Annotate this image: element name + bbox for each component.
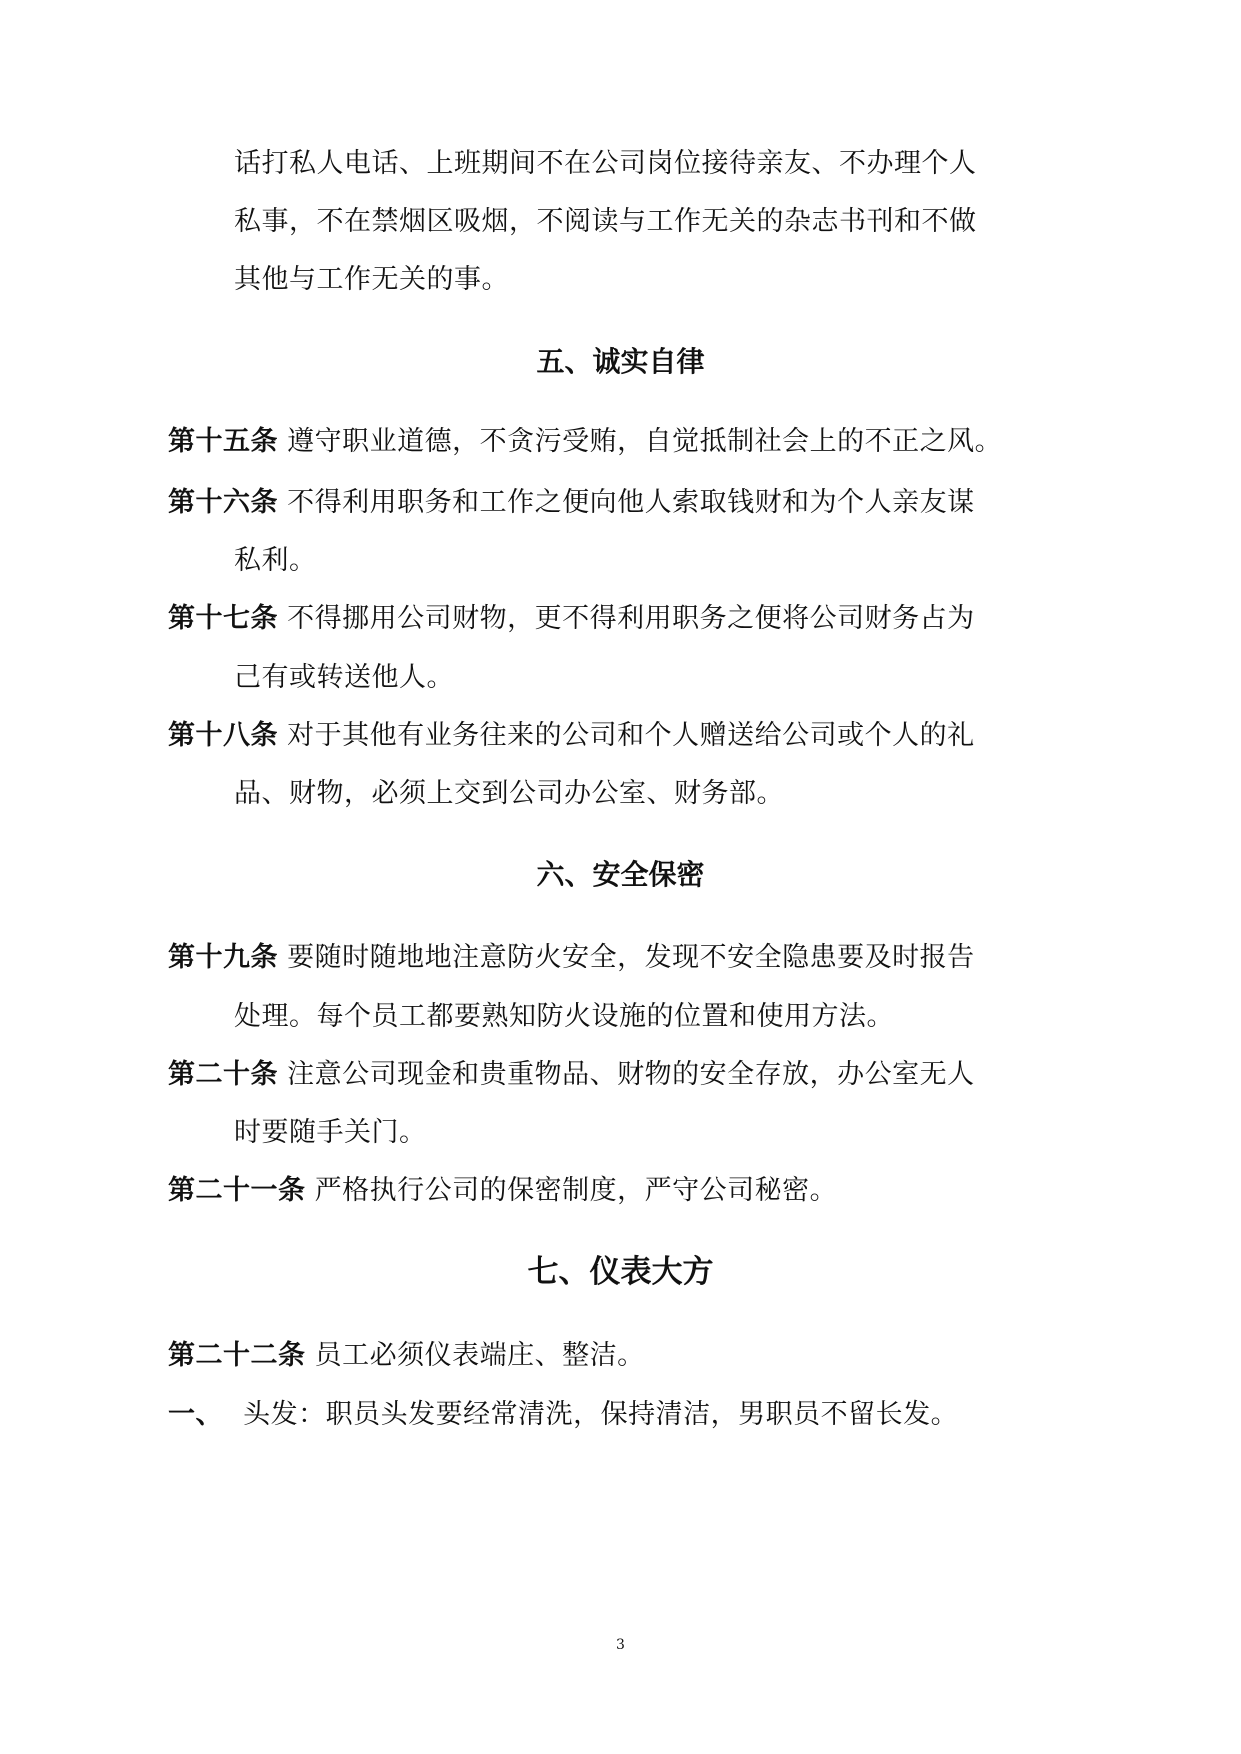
article-15 (168, 424, 1002, 460)
article-text: 严格执行公司的保密制度，严守公司秘密。 (314, 1175, 838, 1206)
article-text: 要随时随地地注意防火安全，发现不安全隐患要及时报告 (287, 942, 975, 973)
article-label: 第十七条 (168, 603, 278, 634)
list-item-label: 一、 (168, 1399, 223, 1430)
article-label: 第二十一条 (168, 1175, 306, 1206)
article-17 (168, 601, 975, 637)
article-22 (168, 1338, 645, 1374)
article-text: 不得利用职务和工作之便向他人索取钱财和为个人亲友谋 (287, 487, 975, 518)
article-text: 注意公司现金和贵重物品、财物的安全存放，办公室无人 (287, 1059, 975, 1090)
article-label: 第十六条 (168, 487, 278, 518)
article-20 (168, 1057, 975, 1093)
section-heading: 五、诚实自律 (536, 345, 705, 378)
article-continuation: 己有或转送他人。 (234, 662, 454, 693)
article-label: 第十八条 (168, 720, 278, 751)
article-text: 遵守职业道德，不贪污受贿，自觉抵制社会上的不正之风。 (287, 426, 1003, 457)
article-text: 员工必须仪表端庄、整洁。 (314, 1340, 645, 1371)
section-heading: 六、安全保密 (536, 858, 705, 891)
section-heading: 七、仪表大方 (527, 1254, 714, 1290)
article-continuation: 品、财物，必须上交到公司办公室、财务部。 (234, 778, 784, 809)
article-21 (168, 1173, 837, 1209)
page-number: 3 (616, 1637, 625, 1653)
paragraph-line: 私事，不在禁烟区吸烟，不阅读与工作无关的杂志书刊和不做 (234, 206, 977, 237)
list-item-text: 头发：职员头发要经常清洗，保持清洁，男职员不留长发。 (243, 1399, 959, 1430)
article-19 (168, 940, 975, 976)
article-continuation: 处理。每个员工都要熟知防火设施的位置和使用方法。 (234, 1001, 894, 1032)
article-18 (168, 718, 975, 754)
article-label: 第二十二条 (168, 1340, 306, 1371)
list-item (168, 1397, 958, 1433)
paragraph-line: 话打私人电话、上班期间不在公司岗位接待亲友、不办理个人 (234, 148, 977, 179)
article-text: 不得挪用公司财物，更不得利用职务之便将公司财务占为 (287, 603, 975, 634)
article-text: 对于其他有业务往来的公司和个人赠送给公司或个人的礼 (287, 720, 975, 751)
article-label: 第十九条 (168, 942, 278, 973)
paragraph-line: 其他与工作无关的事。 (234, 264, 509, 295)
article-16 (168, 485, 975, 521)
article-label: 第二十条 (168, 1059, 278, 1090)
article-continuation: 私利。 (234, 545, 317, 576)
article-label: 第十五条 (168, 426, 278, 457)
article-continuation: 时要随手关门。 (234, 1117, 427, 1148)
